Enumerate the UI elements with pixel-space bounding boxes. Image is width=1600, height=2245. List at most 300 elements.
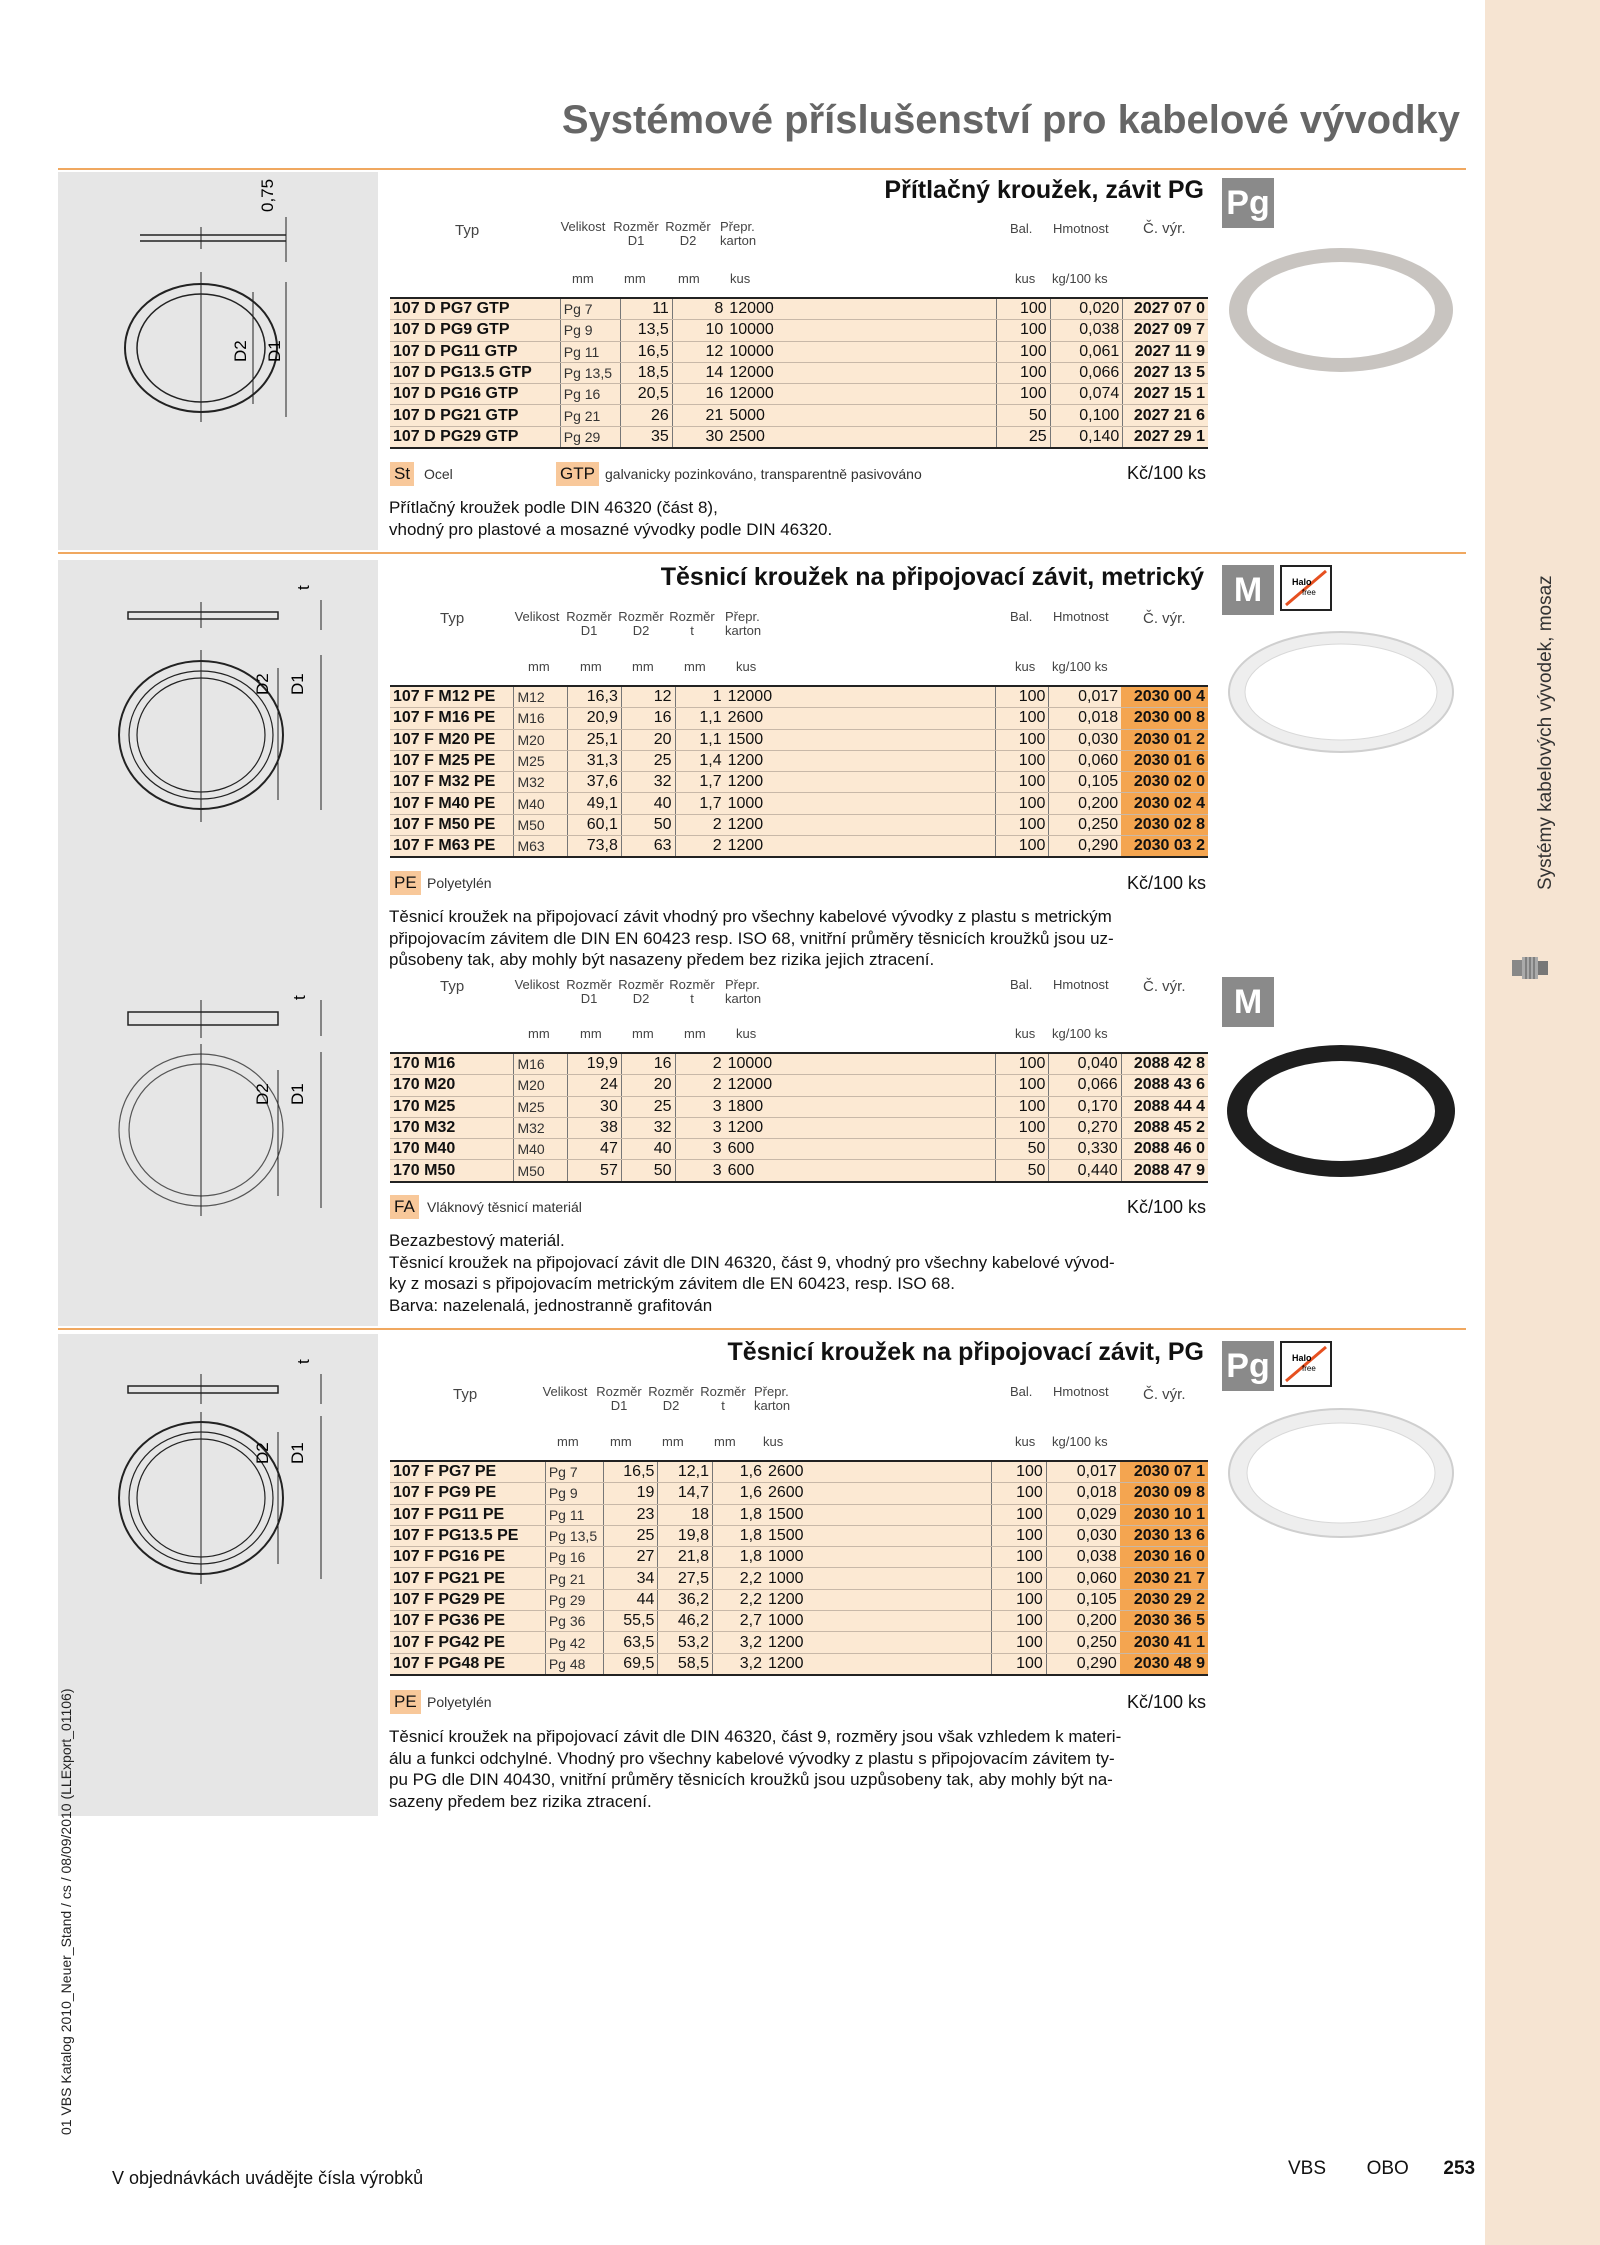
table-cell: 19 — [603, 1483, 658, 1504]
unit-d1: mm — [572, 271, 594, 286]
col-header-carton: Přepr. karton — [720, 219, 757, 248]
table-cell: 1,6 — [713, 1461, 765, 1483]
ring-technical-drawing — [58, 1334, 378, 1816]
table-row — [390, 1568, 1208, 1589]
table-cell: 2030 02 0 — [1121, 772, 1208, 793]
table-cell: 0,200 — [1046, 1611, 1119, 1632]
unit-carton: kus — [730, 271, 751, 286]
table-cell: 1,8 — [713, 1547, 765, 1568]
table-cell: M25 — [514, 750, 568, 771]
table-cell: 170 M40 — [390, 1139, 514, 1160]
table-row — [390, 1525, 1208, 1546]
table-cell: 2030 41 1 — [1120, 1632, 1208, 1653]
table-cell: 63,5 — [603, 1632, 658, 1653]
col-header-d1: Rozměr D1 — [613, 219, 659, 248]
table-cell: 53,2 — [658, 1632, 713, 1653]
table-cell: Pg 48 — [545, 1653, 603, 1675]
table-cell: 47 — [568, 1139, 622, 1160]
table-cell: 2 — [675, 836, 725, 858]
table-cell: 107 F PG21 PE — [390, 1568, 545, 1589]
table-cell: 107 F M40 PE — [390, 793, 514, 814]
table-cell: 107 D PG29 GTP — [390, 426, 560, 448]
table-cell: 100 — [995, 1096, 1049, 1117]
material-label: Vláknový těsnicí materiál — [427, 1199, 582, 1215]
table-cell: 12,1 — [658, 1461, 713, 1483]
table-cell: 0,060 — [1049, 750, 1121, 771]
table-cell: Pg 9 — [560, 320, 620, 341]
unit-d2: mm — [632, 1026, 654, 1041]
table-cell: 2 — [675, 1075, 725, 1096]
col-header-size: Velikost — [514, 609, 560, 624]
table-cell: 16,5 — [603, 1461, 658, 1483]
table-cell: 2027 11 9 — [1123, 341, 1208, 362]
col-header-d2: Rozměr D2 — [665, 219, 711, 248]
table-cell: 49,1 — [568, 793, 622, 814]
table-row — [390, 341, 1208, 362]
table-cell: 25 — [996, 426, 1050, 448]
table-cell: 46,2 — [658, 1611, 713, 1632]
table-cell: 100 — [995, 836, 1049, 858]
dim-d1-2: D1 — [288, 1083, 307, 1105]
table-cell: 1,8 — [713, 1525, 765, 1546]
table-cell: 107 F M25 PE — [390, 750, 514, 771]
table-cell: 2030 01 6 — [1121, 750, 1208, 771]
dim-d1: D1 — [265, 340, 284, 362]
table-cell: M32 — [514, 772, 568, 793]
table-cell: 35 — [620, 426, 672, 448]
table-cell: 107 F PG36 PE — [390, 1611, 545, 1632]
table-row — [390, 1611, 1208, 1632]
section-description — [389, 906, 1209, 971]
table-cell: 50 — [996, 405, 1050, 426]
table-cell: 2,7 — [713, 1611, 765, 1632]
table-cell: 1200 — [725, 814, 996, 835]
table-cell: 1,7 — [675, 793, 725, 814]
table-cell: 100 — [995, 1053, 1049, 1075]
print-job-info: 01 VBS Katalog 2010_Neuer_Stand / cs / 08/09/2010 (LLExport_01106) — [58, 1688, 74, 2135]
table-cell: 25 — [603, 1525, 658, 1546]
table-row — [390, 1653, 1208, 1675]
drawing-area — [58, 560, 378, 1326]
brand-obo: OBO — [1366, 2158, 1409, 2179]
table-cell: 2027 09 7 — [1123, 320, 1208, 341]
table-cell: 2030 00 4 — [1121, 686, 1208, 708]
table-cell: 2030 29 2 — [1120, 1589, 1208, 1610]
table-cell: 50 — [995, 1139, 1049, 1160]
table-cell: 0,061 — [1050, 341, 1123, 362]
table-cell: 2 — [675, 1053, 725, 1075]
ring-technical-drawing — [58, 560, 378, 1326]
unit-weight: kg/100 ks — [1052, 1434, 1108, 1449]
unit-t: mm — [714, 1434, 736, 1449]
table-cell: 2030 09 8 — [1120, 1483, 1208, 1504]
table-cell: 107 F PG7 PE — [390, 1461, 545, 1483]
section-title: Přítlačný kroužek, závit PG — [884, 176, 1204, 204]
table-cell: M12 — [514, 686, 568, 708]
col-header-d2: Rozměr D2 — [648, 1384, 694, 1413]
unit-carton: kus — [736, 659, 757, 674]
table-cell: 107 D PG13.5 GTP — [390, 362, 560, 383]
table-cell: 27 — [603, 1547, 658, 1568]
table-cell: 2088 45 2 — [1121, 1117, 1208, 1138]
table-cell: 3,2 — [713, 1653, 765, 1675]
table-cell: Pg 13,5 — [545, 1525, 603, 1546]
table-cell: 58,5 — [658, 1653, 713, 1675]
table-row — [390, 1547, 1208, 1568]
table-cell: Pg 16 — [560, 384, 620, 405]
table-cell: 1500 — [765, 1504, 992, 1525]
table-cell: 100 — [992, 1504, 1047, 1525]
table-cell: 2030 02 8 — [1121, 814, 1208, 835]
description-line: sazeny předem bez rizika ztracení. — [389, 1791, 652, 1811]
table-cell: 16 — [621, 708, 675, 729]
table-cell: 100 — [996, 384, 1050, 405]
table-row — [390, 1461, 1208, 1483]
table-cell: 12 — [621, 686, 675, 708]
table-cell: 2030 10 1 — [1120, 1504, 1208, 1525]
size-badge-m: M — [1222, 565, 1274, 615]
table-row — [390, 362, 1208, 383]
table-cell: 11 — [620, 298, 672, 320]
right-sidebar — [1485, 0, 1600, 2245]
table-cell: 10000 — [726, 320, 996, 341]
table-cell: 1000 — [765, 1547, 992, 1568]
table-cell: 1500 — [725, 729, 996, 750]
unit-d1: mm — [580, 1026, 602, 1041]
material-code: PE — [390, 871, 421, 895]
table-cell: Pg 11 — [545, 1504, 603, 1525]
table-cell: 100 — [992, 1632, 1047, 1653]
table-cell: 0,038 — [1050, 320, 1123, 341]
col-header-article: Č. výr. — [1143, 610, 1186, 627]
table-cell: M63 — [514, 836, 568, 858]
table-cell: 0,100 — [1050, 405, 1123, 426]
table-cell: 24 — [568, 1075, 622, 1096]
dim-d1: D1 — [288, 673, 307, 695]
product-table — [390, 685, 1208, 858]
table-cell: 2030 03 2 — [1121, 836, 1208, 858]
table-cell: 18,5 — [620, 362, 672, 383]
table-cell: 2088 43 6 — [1121, 1075, 1208, 1096]
unit-d1: mm — [580, 659, 602, 674]
table-cell: 170 M50 — [390, 1160, 514, 1182]
table-cell: 2,2 — [713, 1589, 765, 1610]
price-unit: Kč/100 ks — [1126, 463, 1206, 483]
col-header-weight: Hmotnost — [1053, 1384, 1109, 1399]
price-unit: Kč/100 ks — [1126, 873, 1206, 893]
table-cell: 40 — [621, 1139, 675, 1160]
table-cell: 0,029 — [1046, 1504, 1119, 1525]
order-note: V objednávkách uvádějte čísla výrobků — [112, 2168, 424, 2188]
table-cell: 20,9 — [568, 708, 622, 729]
size-badge-m: M — [1222, 977, 1274, 1027]
table-cell: 16 — [621, 1053, 675, 1075]
unit-pack: kus — [1015, 659, 1036, 674]
table-cell: 1200 — [725, 1117, 996, 1138]
table-cell: 37,6 — [568, 772, 622, 793]
table-cell: 10000 — [726, 341, 996, 362]
table-cell: 100 — [992, 1589, 1047, 1610]
table-row — [390, 772, 1208, 793]
table-cell: 100 — [992, 1461, 1047, 1483]
table-cell: 170 M20 — [390, 1075, 514, 1096]
description-line: Těsnicí kroužek na připojovací závit dle DIN 46320, část 9, rozměry jsou však vzhledem k materi- — [389, 1727, 1122, 1746]
description-line: pu PG dle DIN 40430, vnitřní průměry těsnicích kroužků jsou uzpůsobeny tak, aby mohly být na- — [389, 1770, 1113, 1789]
table-row — [390, 1504, 1208, 1525]
table-cell: 14 — [672, 362, 726, 383]
table-cell: 44 — [603, 1589, 658, 1610]
unit-pack: kus — [1015, 1026, 1036, 1041]
table-cell: 25 — [621, 1096, 675, 1117]
col-header-type: Typ — [440, 978, 465, 995]
size-badge-pg: Pg — [1222, 178, 1274, 228]
table-cell: 1,6 — [713, 1483, 765, 1504]
table-cell: 0,038 — [1046, 1547, 1119, 1568]
col-header-t: Rozměr t — [700, 1384, 746, 1413]
table-cell: 26 — [620, 405, 672, 426]
table-cell: 107 D PG11 GTP — [390, 341, 560, 362]
table-row — [390, 1632, 1208, 1653]
table-cell: 0,170 — [1049, 1096, 1121, 1117]
table-cell: 107 F PG9 PE — [390, 1483, 545, 1504]
table-cell: 2030 01 2 — [1121, 729, 1208, 750]
table-cell: 2030 07 1 — [1120, 1461, 1208, 1483]
table-cell: 107 F M32 PE — [390, 772, 514, 793]
table-cell: 12000 — [725, 686, 996, 708]
col-header-size: Velikost — [560, 219, 606, 234]
description-line: působeny tak, aby mohly být nasazeny předem bez rizika jejich ztracení. — [389, 950, 935, 969]
description-line: Bezazbestový materiál. — [389, 1231, 565, 1250]
description-line: Těsnicí kroužek na připojovací závit dle DIN 46320, část 9, vhodný pro všechny kabelové vývod- — [389, 1252, 1115, 1272]
material-label: Ocel — [424, 466, 453, 482]
table-cell: 20 — [621, 1075, 675, 1096]
table-cell: 2030 00 8 — [1121, 708, 1208, 729]
table-cell: 2030 02 4 — [1121, 793, 1208, 814]
table-cell: 100 — [996, 298, 1050, 320]
table-row — [390, 384, 1208, 405]
table-row — [390, 320, 1208, 341]
description-line: připojovacím závitem dle DIN EN 60423 resp. ISO 68, vnitřní průměry těsnicích kroužků jsou uz- — [389, 928, 1114, 948]
table-cell: 14,7 — [658, 1483, 713, 1504]
table-cell: 2600 — [765, 1461, 992, 1483]
table-row — [390, 814, 1208, 835]
table-cell: 170 M32 — [390, 1117, 514, 1138]
dim-d2: D2 — [253, 1442, 272, 1464]
table-cell: 12000 — [726, 362, 996, 383]
material-code: St — [390, 462, 414, 486]
table-cell: 13,5 — [620, 320, 672, 341]
table-row — [390, 1483, 1208, 1504]
product-photo-ring-white — [1222, 1398, 1460, 1548]
table-cell: Pg 29 — [545, 1589, 603, 1610]
table-cell: 0,270 — [1049, 1117, 1121, 1138]
table-cell: 100 — [995, 793, 1049, 814]
table-cell: 0,040 — [1049, 1053, 1121, 1075]
table-row — [390, 793, 1208, 814]
table-cell: 107 F M16 PE — [390, 708, 514, 729]
table-cell: 0,018 — [1049, 708, 1121, 729]
table-cell: 2030 48 9 — [1120, 1653, 1208, 1675]
table-cell: 0,105 — [1046, 1589, 1119, 1610]
table-row — [390, 426, 1208, 448]
unit-t: mm — [684, 659, 706, 674]
table-cell: 1200 — [765, 1653, 992, 1675]
table-cell: 32 — [621, 772, 675, 793]
table-cell: 100 — [992, 1653, 1047, 1675]
table-cell: 23 — [603, 1504, 658, 1525]
table-cell: 2027 15 1 — [1123, 384, 1208, 405]
product-table — [390, 1460, 1208, 1676]
dim-thickness: 0,75 — [258, 178, 277, 212]
table-cell: Pg 29 — [560, 426, 620, 448]
size-badge-pg: Pg — [1222, 1341, 1274, 1391]
col-header-d1: Rozměr D1 — [566, 609, 612, 638]
col-header-d1: Rozměr D1 — [596, 1384, 642, 1413]
table-cell: 16,3 — [568, 686, 622, 708]
table-cell: 107 D PG16 GTP — [390, 384, 560, 405]
table-cell: 3 — [675, 1117, 725, 1138]
table-cell: 0,105 — [1049, 772, 1121, 793]
table-cell: 0,074 — [1050, 384, 1123, 405]
table-cell: 0,017 — [1046, 1461, 1119, 1483]
table-cell: M32 — [514, 1117, 568, 1138]
unit-weight: kg/100 ks — [1052, 271, 1108, 286]
table-row — [390, 1117, 1208, 1138]
table-cell: 1,4 — [675, 750, 725, 771]
table-row — [390, 1139, 1208, 1160]
description-line: Přítlačný kroužek podle DIN 46320 (část 8), — [389, 498, 718, 517]
table-cell: 1,8 — [713, 1504, 765, 1525]
table-cell: 0,066 — [1049, 1075, 1121, 1096]
table-cell: 170 M25 — [390, 1096, 514, 1117]
col-header-carton: Přepr. karton — [725, 977, 762, 1006]
page-number: 253 — [1443, 2158, 1476, 2179]
table-cell: Pg 11 — [560, 341, 620, 362]
table-cell: 2600 — [725, 708, 996, 729]
unit-weight: kg/100 ks — [1052, 659, 1108, 674]
dim-d2: D2 — [253, 673, 272, 695]
table-cell: 2088 42 8 — [1121, 1053, 1208, 1075]
unit-carton: kus — [763, 1434, 784, 1449]
table-cell: 2030 16 0 — [1120, 1547, 1208, 1568]
table-cell: 30 — [568, 1096, 622, 1117]
unit-pack: kus — [1015, 271, 1036, 286]
description-line: Těsnicí kroužek na připojovací závit vhodný pro všechny kabelové vývodky z plastu s metrickým — [389, 907, 1112, 926]
material-label: Polyetylén — [427, 875, 492, 891]
table-cell: 73,8 — [568, 836, 622, 858]
col-header-pack: Bal. — [1010, 1384, 1033, 1399]
table-cell: 107 F PG29 PE — [390, 1589, 545, 1610]
table-cell: 31,3 — [568, 750, 622, 771]
table-cell: 0,018 — [1046, 1483, 1119, 1504]
table-cell: 100 — [992, 1611, 1047, 1632]
table-cell: 12 — [672, 341, 726, 362]
table-cell: 30 — [672, 426, 726, 448]
section-divider — [58, 1328, 1466, 1330]
table-cell: 3 — [675, 1160, 725, 1182]
table-cell: Pg 7 — [560, 298, 620, 320]
col-header-weight: Hmotnost — [1053, 609, 1109, 624]
table-cell: 3 — [675, 1096, 725, 1117]
table-cell: 2030 13 6 — [1120, 1525, 1208, 1546]
table-cell: 0,440 — [1049, 1160, 1121, 1182]
table-cell: 50 — [621, 1160, 675, 1182]
table-cell: 8 — [672, 298, 726, 320]
table-cell: 3 — [675, 1139, 725, 1160]
table-cell: 600 — [725, 1160, 996, 1182]
section-divider — [58, 552, 1466, 554]
price-unit: Kč/100 ks — [1126, 1692, 1206, 1712]
table-cell: Pg 21 — [560, 405, 620, 426]
table-cell: 21 — [672, 405, 726, 426]
table-cell: 12000 — [725, 1075, 996, 1096]
table-cell: 25,1 — [568, 729, 622, 750]
table-cell: 1200 — [725, 772, 996, 793]
col-header-type: Typ — [453, 1386, 478, 1403]
table-cell: Pg 16 — [545, 1547, 603, 1568]
col-header-weight: Hmotnost — [1053, 977, 1109, 992]
unit-t: mm — [678, 271, 700, 286]
col-header-d2: Rozměr D2 — [618, 609, 664, 638]
table-cell: 12000 — [726, 298, 996, 320]
svg-text:Halo: Halo — [1292, 1353, 1312, 1363]
col-header-d2: Rozměr D2 — [618, 977, 664, 1006]
unit-size: mm — [557, 1434, 579, 1449]
section-description — [389, 497, 1209, 540]
table-cell: 32 — [621, 1117, 675, 1138]
table-cell: 100 — [995, 1075, 1049, 1096]
col-header-article: Č. výr. — [1143, 978, 1186, 995]
table-cell: 100 — [996, 362, 1050, 383]
table-cell: 100 — [992, 1547, 1047, 1568]
table-row — [390, 1096, 1208, 1117]
product-photo-ring-black — [1222, 1036, 1460, 1186]
table-cell: 0,140 — [1050, 426, 1123, 448]
section-title: Těsnicí kroužek na připojovací závit, PG — [727, 1338, 1204, 1366]
section-divider — [58, 168, 1466, 170]
product-table — [390, 1052, 1208, 1183]
table-cell: 1,7 — [675, 772, 725, 793]
table-cell: 69,5 — [603, 1653, 658, 1675]
table-cell: Pg 9 — [545, 1483, 603, 1504]
table-cell: 0,290 — [1046, 1653, 1119, 1675]
table-row — [390, 708, 1208, 729]
col-header-type: Typ — [455, 222, 480, 239]
table-cell: 20 — [621, 729, 675, 750]
table-row — [390, 1075, 1208, 1096]
table-cell: 107 F PG11 PE — [390, 1504, 545, 1525]
table-cell: 50 — [995, 1160, 1049, 1182]
svg-text:free: free — [1302, 588, 1316, 597]
table-cell: 100 — [992, 1568, 1047, 1589]
dim-thickness: t — [294, 585, 313, 590]
table-cell: 40 — [621, 793, 675, 814]
table-cell: 1200 — [765, 1589, 992, 1610]
table-cell: 50 — [621, 814, 675, 835]
table-cell: Pg 36 — [545, 1611, 603, 1632]
unit-d2: mm — [624, 271, 646, 286]
unit-d2: mm — [662, 1434, 684, 1449]
material-code: PE — [390, 1690, 421, 1714]
table-cell: 2030 21 7 — [1120, 1568, 1208, 1589]
sidebar-category-label: Systémy kabelových vývodek, mosaz — [1535, 575, 1556, 890]
finish-code: GTP — [556, 462, 599, 486]
finish-label: galvanicky pozinkováno, transparentně pasivováno — [605, 466, 922, 482]
unit-size: mm — [528, 659, 550, 674]
table-cell: 36,2 — [658, 1589, 713, 1610]
table-cell: 0,030 — [1049, 729, 1121, 750]
table-cell: 0,250 — [1046, 1632, 1119, 1653]
